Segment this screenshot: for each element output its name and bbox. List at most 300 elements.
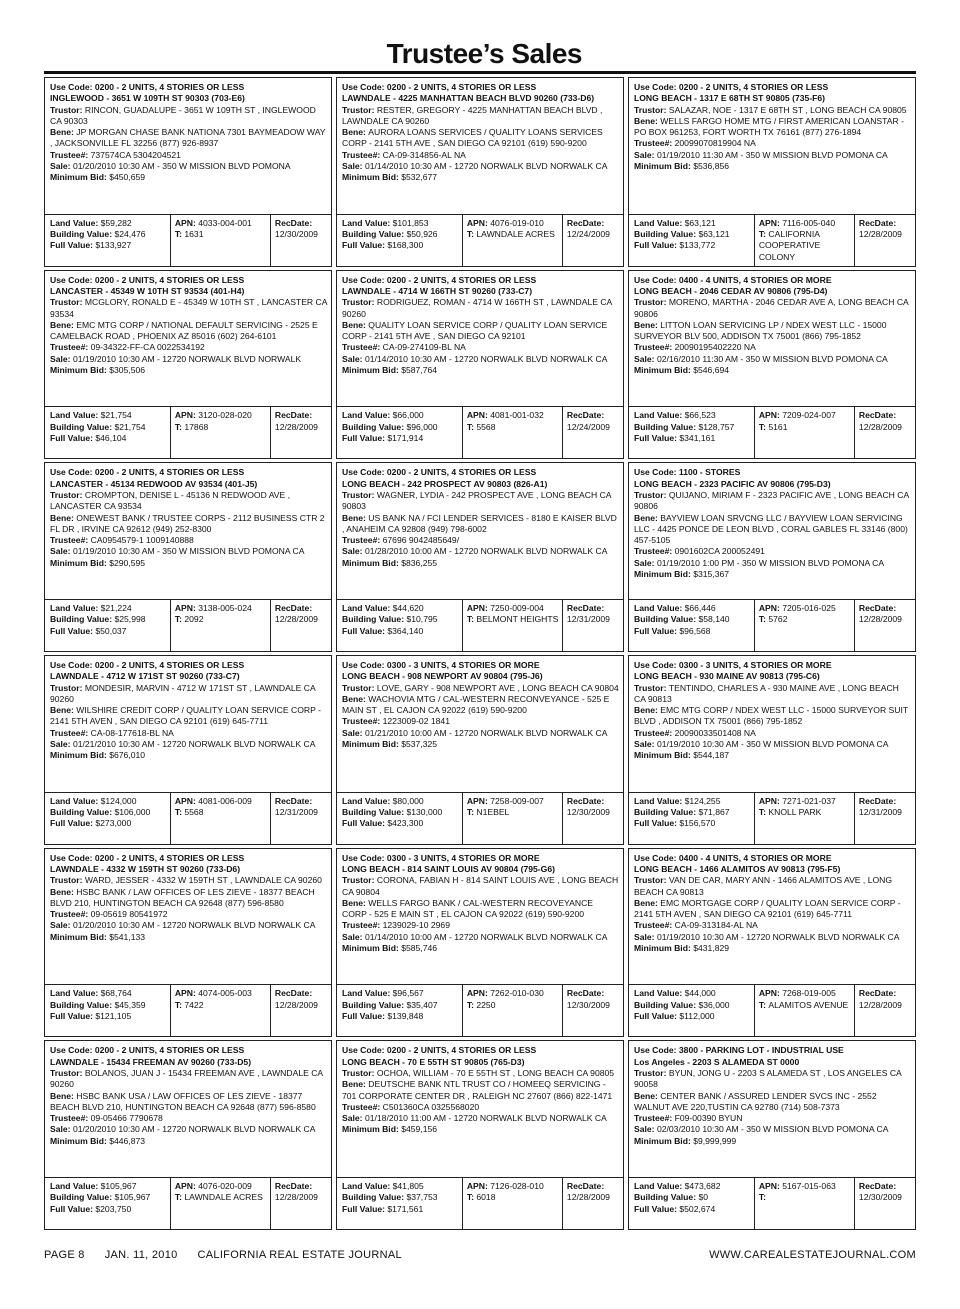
building-value-line: Building Value: $130,000 <box>342 806 443 817</box>
apn-line: APN: 4081-001-032 <box>466 410 544 421</box>
bene-label: Bene: <box>634 1090 661 1101</box>
trustor-line <box>342 297 620 320</box>
trustee-label: Trustee#: <box>50 149 91 160</box>
recdate-label: RecDate: <box>858 603 897 613</box>
building-value-line: Building Value: $128,757 <box>634 421 735 432</box>
apn-value: 3138-005-024 <box>198 603 252 613</box>
min-bid-value: $537,325 <box>401 739 438 750</box>
sale-value: 02/16/2010 11:30 AM - 350 W MISSION BLVD POMONA CA <box>656 353 888 364</box>
min-bid-line <box>634 943 912 954</box>
property-address: INGLEWOOD - 3651 W 109TH ST 90303 (703-E6) <box>50 93 245 104</box>
trustor-line <box>50 297 328 320</box>
building-value-line: Building Value: $37,753 <box>342 1192 438 1203</box>
trustor-line <box>342 105 620 128</box>
recdate-label: RecDate: <box>274 988 313 999</box>
full-value: $171,914 <box>387 432 424 443</box>
sale-line <box>342 728 620 739</box>
building-value-line: Building Value: $24,476 <box>50 228 146 239</box>
sale-line <box>342 546 620 557</box>
full-value: $168,300 <box>387 240 424 251</box>
recdate-label: RecDate: <box>274 217 313 228</box>
listing-body <box>337 78 623 214</box>
sale-line <box>634 354 912 365</box>
use-code: Use Code: 0200 - 2 UNITS, 4 STORIES OR LESS <box>342 82 537 92</box>
trustee-label: Trustee#: <box>634 1113 675 1124</box>
tract-line: T: 1631 <box>174 228 204 239</box>
min-bid-value: $546,694 <box>693 365 730 376</box>
listing-card <box>628 848 916 1038</box>
land-value: $63,121 <box>684 217 716 228</box>
building-value: $106,000 <box>114 806 151 817</box>
land-value-line: Land Value: $63,121 <box>634 217 716 228</box>
recdate-value: 12/24/2009 <box>566 421 610 432</box>
min-bid-label: Minimum Bid: <box>634 750 694 761</box>
trustor-value: WAGNER, LYDIA - 242 PROSPECT AVE , LONG BEACH CA 90803 <box>342 489 612 512</box>
trustee-line <box>634 1113 912 1124</box>
property-address: LONG BEACH - 814 SAINT LOUIS AV 90804 (795-G6) <box>342 863 555 874</box>
trustee-label: Trustee#: <box>50 909 91 920</box>
property-address: LAWNDALE - 4225 MANHATTAN BEACH BLVD 90260 (733-D6) <box>342 93 595 104</box>
tract-value: 2092 <box>184 614 204 625</box>
property-address: LAWNDALE - 4714 W 166TH ST 90260 (733-C7) <box>342 285 533 296</box>
values-cell <box>629 985 755 1036</box>
listing-values <box>45 1177 331 1229</box>
use-code: Use Code: 0200 - 2 UNITS, 4 STORIES OR LESS <box>50 1045 245 1056</box>
trustee-line <box>634 138 912 149</box>
land-value: $66,446 <box>684 603 716 613</box>
tract-line: T: 5762 <box>758 614 788 625</box>
recdate-value: 12/28/2009 <box>566 1192 610 1203</box>
bene-line <box>342 513 620 536</box>
min-bid-line <box>50 750 328 761</box>
tract-line: T: ALAMITOS AVENUE <box>758 999 849 1010</box>
full-value-line: Full Value: $50,037 <box>50 625 127 636</box>
tract-value: 5568 <box>476 421 496 432</box>
tract-line: T: <box>758 1192 766 1203</box>
trustee-label: Trustee#: <box>342 920 383 931</box>
trustor-value: TENTINDO, CHARLES A - 930 MAINE AVE , LONG BEACH CA 90813 <box>634 682 899 704</box>
building-value-line: Building Value: $10,795 <box>342 614 438 625</box>
trustor-label: Trustor: <box>634 875 669 886</box>
sale-value: 01/19/2010 1:00 PM - 350 W MISSION BLVD POMONA CA <box>656 557 885 568</box>
recdate-cell <box>855 600 915 651</box>
trustee-value: 20090195402220 NA <box>674 342 756 353</box>
tract-value: 6018 <box>476 1192 496 1203</box>
recdate-value: 12/28/2009 <box>858 228 902 239</box>
recdate-label: RecDate: <box>858 1181 897 1191</box>
trustee-label: Trustee#: <box>50 1113 91 1124</box>
values-cell <box>45 600 171 651</box>
listing-card <box>628 462 916 652</box>
trustor-label: Trustor: <box>50 104 85 115</box>
footer-left <box>44 1249 402 1261</box>
bene-value: DEUTSCHE BANK NTL TRUST CO / HOMEEQ SERVICING - 701 CORPORATE CENTER DR , RALEIGH NC 27607 (866) 822-1471 <box>342 1079 613 1101</box>
sale-value: 01/20/2010 10:30 AM - 12720 NORWALK BLVD NORWALK CA <box>72 1124 316 1135</box>
full-value-line: Full Value: $112,000 <box>634 1010 715 1021</box>
sale-label: Sale: <box>634 149 657 160</box>
listing-card <box>628 270 916 460</box>
land-value: $68,764 <box>100 988 132 999</box>
full-value: $273,000 <box>95 818 132 829</box>
land-value: $44,620 <box>392 603 424 613</box>
min-bid-label: Minimum Bid: <box>634 161 694 172</box>
min-bid-label: Minimum Bid: <box>50 1135 110 1146</box>
min-bid-line <box>342 558 620 569</box>
tract-line: T: 7422 <box>174 999 204 1010</box>
apn-cell <box>463 1178 563 1229</box>
full-value-line: Full Value: $273,000 <box>50 818 132 829</box>
trustee-line <box>342 535 620 546</box>
trustee-line <box>342 716 620 727</box>
tract-value: BELMONT HEIGHTS <box>476 614 559 625</box>
listing-body <box>45 463 331 599</box>
min-bid-line <box>50 558 328 569</box>
trustor-line <box>342 875 620 898</box>
sale-label: Sale: <box>634 739 657 750</box>
apn-line: APN: 4074-005-003 <box>174 988 252 999</box>
listing-card <box>44 1040 332 1230</box>
trustor-label: Trustor: <box>50 875 85 886</box>
building-value: $96,000 <box>406 421 438 432</box>
trustee-value: 09-05466 7790678 <box>90 1113 163 1124</box>
listing-values <box>45 599 331 651</box>
trustor-line <box>634 683 912 706</box>
recdate-value: 12/31/2009 <box>274 806 318 817</box>
min-bid-label: Minimum Bid: <box>342 943 402 954</box>
apn-cell <box>463 215 563 266</box>
recdate-label: RecDate: <box>274 1181 313 1191</box>
tract-value: CALIFORNIA COOPERATIVE COLONY <box>758 228 821 262</box>
trustee-value: 737574CA 5304204521 <box>90 149 181 160</box>
apn-line: APN: 7268-019-005 <box>758 988 836 999</box>
full-value: $112,000 <box>679 1010 715 1021</box>
full-value: $203,750 <box>95 1203 132 1214</box>
min-bid-label: Minimum Bid: <box>634 365 694 376</box>
bene-line <box>342 1079 620 1102</box>
tract-line: T: KNOLL PARK <box>758 806 822 817</box>
tract-value: 5762 <box>768 614 788 625</box>
trustee-label: Trustee#: <box>634 727 675 738</box>
trustee-value: CA-09-314856-AL NA <box>382 149 466 160</box>
building-value-line: Building Value: $0 <box>634 1192 709 1203</box>
full-value: $171,561 <box>387 1203 424 1214</box>
bene-line <box>342 320 620 343</box>
trustee-value: 67696 9042485649/ <box>382 535 460 546</box>
min-bid-value: $315,367 <box>693 569 730 579</box>
trustor-label: Trustor: <box>342 682 377 693</box>
sale-line <box>342 932 620 943</box>
listing-card <box>336 1040 624 1230</box>
trustee-label: Trustee#: <box>634 342 675 353</box>
recdate-cell <box>855 985 915 1036</box>
bene-label: Bene: <box>634 705 661 716</box>
full-value-line: Full Value: $156,570 <box>634 818 716 829</box>
use-code: Use Code: 0300 - 3 UNITS, 4 STORIES OR MORE <box>342 852 540 863</box>
land-value-line: Land Value: $66,446 <box>634 603 716 613</box>
sale-value: 01/19/2010 10:30 AM - 12720 NORWALK BLVD NORWALK CA <box>656 931 900 942</box>
min-bid-line <box>50 1136 328 1147</box>
full-value: $502,674 <box>679 1203 716 1214</box>
trustor-line <box>342 490 620 513</box>
apn-line: APN: 3120-028-020 <box>174 410 252 421</box>
apn-cell <box>171 215 271 266</box>
values-cell <box>629 793 755 844</box>
min-bid-label: Minimum Bid: <box>50 365 110 376</box>
trustor-value: LOVE, GARY - 908 NEWPORT AVE , LONG BEACH CA 90804 <box>376 682 619 693</box>
land-value-line: Land Value: $59,282 <box>50 217 132 228</box>
values-cell <box>629 215 755 266</box>
full-value: $46,104 <box>95 432 127 443</box>
bene-label: Bene: <box>342 693 369 704</box>
recdate-cell <box>563 600 623 651</box>
sale-label: Sale: <box>342 546 365 557</box>
apn-value: 4074-005-003 <box>198 988 252 999</box>
min-bid-value: $450,659 <box>109 172 146 183</box>
listing-values <box>629 1177 915 1229</box>
sale-value: 01/14/2010 10:00 AM - 12720 NORWALK BLVD NORWALK CA <box>364 931 608 942</box>
apn-value: 4076-020-009 <box>198 1181 252 1191</box>
tract-line: T: 17868 <box>174 421 209 432</box>
bene-value: ONEWEST BANK / TRUSTEE CORPS - 2112 BUSINESS CTR 2 FL DR , IRVINE CA 92612 (949) 252-8300 <box>50 512 325 534</box>
trustee-label: Trustee#: <box>50 727 91 738</box>
tract-line: T: CALIFORNIA COOPERATIVE COLONY <box>758 228 821 262</box>
trustor-value: RODRIGUEZ, ROMAN - 4714 W 166TH ST , LAWNDALE CA 90260 <box>342 297 612 319</box>
sale-line <box>634 739 912 750</box>
title-rule <box>44 71 916 74</box>
min-bid-label: Minimum Bid: <box>634 569 694 579</box>
building-value: $0 <box>698 1192 709 1203</box>
apn-cell <box>463 600 563 651</box>
values-cell <box>45 1178 171 1229</box>
sale-label: Sale: <box>50 353 73 364</box>
use-code: Use Code: 0200 - 2 UNITS, 4 STORIES OR LESS <box>50 467 245 478</box>
trustor-line <box>50 105 328 128</box>
listing-values <box>45 792 331 844</box>
apn-line: APN: 4076-019-010 <box>466 217 544 228</box>
apn-cell <box>171 407 271 458</box>
bene-value: HSBC BANK USA / LAW OFFICES OF LES ZIEVE - 18377 BEACH BLVD 210, HUNTINGTON BEACH CA 92648 (877) 596-8580 <box>50 1090 316 1112</box>
bene-line <box>634 705 912 728</box>
trustee-label: Trustee#: <box>342 149 383 160</box>
trustor-label: Trustor: <box>342 297 377 308</box>
trustee-line <box>50 909 328 920</box>
recdate-value: 12/30/2009 <box>858 1192 902 1203</box>
trustor-line <box>634 297 912 320</box>
bene-value: BAYVIEW LOAN SRVCNG LLC / BAYVIEW LOAN SERVICING LLC - 4425 PONCE DE LEON BLVD , CORAL GABLES FL 33146 (800) 457-5105 <box>634 512 908 546</box>
building-value: $21,754 <box>114 421 146 432</box>
bene-line <box>50 320 328 343</box>
sale-label: Sale: <box>634 1124 657 1135</box>
recdate-value: 12/30/2009 <box>274 228 318 239</box>
tract-value: 5161 <box>768 421 788 432</box>
trustee-value: CA-09-274109-BL NA <box>382 342 466 353</box>
trustee-line <box>50 535 328 546</box>
land-value-line: Land Value: $41,805 <box>342 1181 424 1191</box>
listing-values <box>337 792 623 844</box>
trustor-label: Trustor: <box>50 489 85 500</box>
trustor-value: QUIJANO, MIRIAM F - 2323 PACIFIC AVE , LONG BEACH CA 90806 <box>634 489 909 512</box>
sale-value: 01/14/2010 10:30 AM - 12720 NORWALK BLVD NORWALK CA <box>364 353 608 364</box>
building-value-line: Building Value: $71,867 <box>634 806 730 817</box>
listing-body <box>629 849 915 985</box>
trustor-value: SALAZAR, NOE - 1317 E 68TH ST , LONG BEACH CA 90805 <box>668 104 907 115</box>
trustor-line <box>50 683 328 706</box>
recdate-cell <box>563 1178 623 1229</box>
use-code: Use Code: 3800 - PARKING LOT - INDUSTRIAL USE <box>634 1045 844 1056</box>
bene-label: Bene: <box>342 127 369 138</box>
min-bid-value: $836,255 <box>401 557 438 568</box>
recdate-label: RecDate: <box>274 603 313 613</box>
values-cell <box>337 215 463 266</box>
trustee-label: Trustee#: <box>634 138 675 149</box>
listing-body <box>337 656 623 792</box>
property-address: LONG BEACH - 242 PROSPECT AV 90803 (826-A1) <box>342 478 548 489</box>
building-value: $105,967 <box>114 1192 151 1203</box>
trustor-value: OCHOA, WILLIAM - 70 E 55TH ST , LONG BEACH CA 90805 <box>376 1067 615 1078</box>
sale-line <box>50 1124 328 1135</box>
trustor-value: BYUN, JONG U - 2203 S ALAMEDA ST , LOS ANGELES CA 90058 <box>634 1067 902 1090</box>
recdate-cell <box>271 215 331 266</box>
values-cell <box>629 1178 755 1229</box>
sale-label: Sale: <box>342 353 365 364</box>
recdate-cell <box>855 1178 915 1229</box>
listings-grid <box>44 77 916 1230</box>
values-cell <box>45 985 171 1036</box>
use-code: Use Code: 0200 - 2 UNITS, 4 STORIES OR LESS <box>50 82 245 92</box>
recdate-cell <box>855 215 915 266</box>
sale-line <box>50 546 328 557</box>
trustor-value: MONDESIR, MARVIN - 4712 W 171ST ST , LAWNDALE CA 90260 <box>50 682 316 704</box>
land-value: $96,567 <box>392 988 424 999</box>
sale-label: Sale: <box>342 1113 365 1124</box>
recdate-value: 12/31/2009 <box>858 806 902 817</box>
use-code: Use Code: 0200 - 2 UNITS, 4 STORIES OR LESS <box>342 274 537 285</box>
building-value-line: Building Value: $45,359 <box>50 999 146 1010</box>
sale-value: 01/19/2010 10:30 AM - 350 W MISSION BLVD POMONA CA <box>656 739 889 750</box>
bene-value: LITTON LOAN SERVICING LP / NDEX WEST LLC - 15000 SURVEYOR BLV 500, ADDISON TX 75001 (866) 795-1852 <box>634 319 887 342</box>
sale-line <box>50 354 328 365</box>
sale-line <box>342 161 620 172</box>
trustor-label: Trustor: <box>634 104 669 115</box>
recdate-label: RecDate: <box>566 988 605 999</box>
property-address: LAWNDALE - 4332 W 159TH ST 90260 (733-D6) <box>50 863 241 874</box>
apn-value: 7205-016-025 <box>782 603 836 613</box>
publication-name: CALIFORNIA REAL ESTATE JOURNAL <box>197 1249 402 1261</box>
min-bid-line <box>342 739 620 750</box>
apn-cell <box>171 600 271 651</box>
bene-line <box>342 694 620 717</box>
trustee-value: 20090033501408 NA <box>674 727 756 738</box>
full-value-line: Full Value: $139,848 <box>342 1010 424 1021</box>
tract-line: T: BELMONT HEIGHTS <box>466 614 559 625</box>
trustee-label: Trustee#: <box>342 535 383 546</box>
building-value-line: Building Value: $25,998 <box>50 614 146 625</box>
bene-value: QUALITY LOAN SERVICE CORP / QUALITY LOAN SERVICE CORP - 2141 5TH AVE , SAN DIEGO CA 92101 <box>342 319 608 342</box>
bene-line <box>634 898 912 921</box>
bene-line <box>342 127 620 150</box>
tract-value: ALAMITOS AVENUE <box>768 999 849 1010</box>
listing-values <box>337 1177 623 1229</box>
tract-line: T: LAWNDALE ACRES <box>466 228 555 239</box>
trustee-value: CA0954579-1 1009140888 <box>90 535 194 546</box>
apn-value: 5167-015-063 <box>782 1181 836 1191</box>
sale-value: 01/14/2010 10:30 AM - 12720 NORWALK BLVD NORWALK CA <box>364 161 608 172</box>
recdate-label: RecDate: <box>858 217 897 228</box>
apn-value: 4076-019-010 <box>490 217 544 228</box>
listing-card <box>336 462 624 652</box>
apn-line: APN: 4076-020-009 <box>174 1181 252 1191</box>
listing-values <box>337 406 623 458</box>
recdate-cell <box>563 215 623 266</box>
bene-value: JP MORGAN CHASE BANK NATIONA 7301 BAYMEADOW WAY , JACKSONVILLE FL 32256 (877) 926-8937 <box>50 127 326 149</box>
trustor-label: Trustor: <box>342 875 377 886</box>
sale-value: 01/20/2010 10:30 AM - 12720 NORWALK BLVD NORWALK CA <box>72 920 316 931</box>
listing-values <box>629 984 915 1036</box>
recdate-value: 12/24/2009 <box>566 228 610 239</box>
property-address: LANCASTER - 45349 W 10TH ST 93534 (401-H4) <box>50 285 245 296</box>
trustor-label: Trustor: <box>634 682 669 693</box>
values-cell <box>337 600 463 651</box>
use-code: Use Code: 0300 - 3 UNITS, 4 STORIES OR MORE <box>342 660 540 670</box>
building-value-line: Building Value: $58,140 <box>634 614 730 625</box>
issue-date: JAN. 11, 2010 <box>104 1249 178 1261</box>
apn-value: 7116-005-040 <box>782 217 836 228</box>
trustor-value: MORENO, MARTHA - 2046 CEDAR AVE A, LONG BEACH CA 90806 <box>634 297 909 319</box>
sale-value: 02/03/2010 10:30 AM - 350 W MISSION BLVD POMONA CA <box>656 1124 889 1135</box>
min-bid-line <box>342 1124 620 1135</box>
listing-values <box>45 214 331 266</box>
recdate-value: 12/30/2009 <box>566 999 610 1010</box>
website: WWW.CAREALESTATEJOURNAL.COM <box>709 1249 916 1261</box>
bene-line <box>50 513 328 536</box>
min-bid-value: $290,595 <box>109 557 146 568</box>
land-value-line: Land Value: $96,567 <box>342 988 424 999</box>
listing-body <box>45 271 331 407</box>
apn-line: APN: 7262-010-030 <box>466 988 544 999</box>
trustor-label: Trustor: <box>634 1067 669 1078</box>
recdate-cell <box>563 793 623 844</box>
trustor-label: Trustor: <box>634 489 669 500</box>
land-value-line: Land Value: $66,000 <box>342 410 424 421</box>
sale-line <box>634 1124 912 1135</box>
bene-label: Bene: <box>634 897 661 908</box>
trustor-line <box>342 1068 620 1079</box>
trustor-line <box>50 1068 328 1091</box>
min-bid-value: $541,133 <box>109 931 146 942</box>
land-value: $80,000 <box>392 795 424 806</box>
recdate-cell <box>271 985 331 1036</box>
full-value-line: Full Value: $168,300 <box>342 240 424 251</box>
bene-value: EMC MTG CORP / NATIONAL DEFAULT SERVICING - 2525 E CAMELBACK ROAD , PHOENIX AZ 85016 (602) 264-6101 <box>50 319 318 342</box>
listing-body <box>45 1041 331 1177</box>
building-value: $37,753 <box>406 1192 438 1203</box>
listing-card <box>336 655 624 845</box>
land-value-line: Land Value: $80,000 <box>342 795 424 806</box>
land-value: $105,967 <box>100 1181 137 1191</box>
min-bid-line <box>634 365 912 376</box>
trustee-value: CA-08-177618-BL NA <box>90 727 174 738</box>
sale-value: 01/19/2010 10:30 AM - 350 W MISSION BLVD POMONA CA <box>72 546 305 557</box>
listing-values <box>629 599 915 651</box>
recdate-value: 12/28/2009 <box>858 421 902 432</box>
min-bid-value: $446,873 <box>109 1135 146 1146</box>
min-bid-value: $587,764 <box>401 365 438 376</box>
tract-line: T: N1EBEL <box>466 806 510 817</box>
apn-value: 7209-024-007 <box>782 410 836 421</box>
apn-line: APN: 7271-021-037 <box>758 795 836 806</box>
land-value-line: Land Value: $68,764 <box>50 988 132 999</box>
listing-card <box>44 270 332 460</box>
